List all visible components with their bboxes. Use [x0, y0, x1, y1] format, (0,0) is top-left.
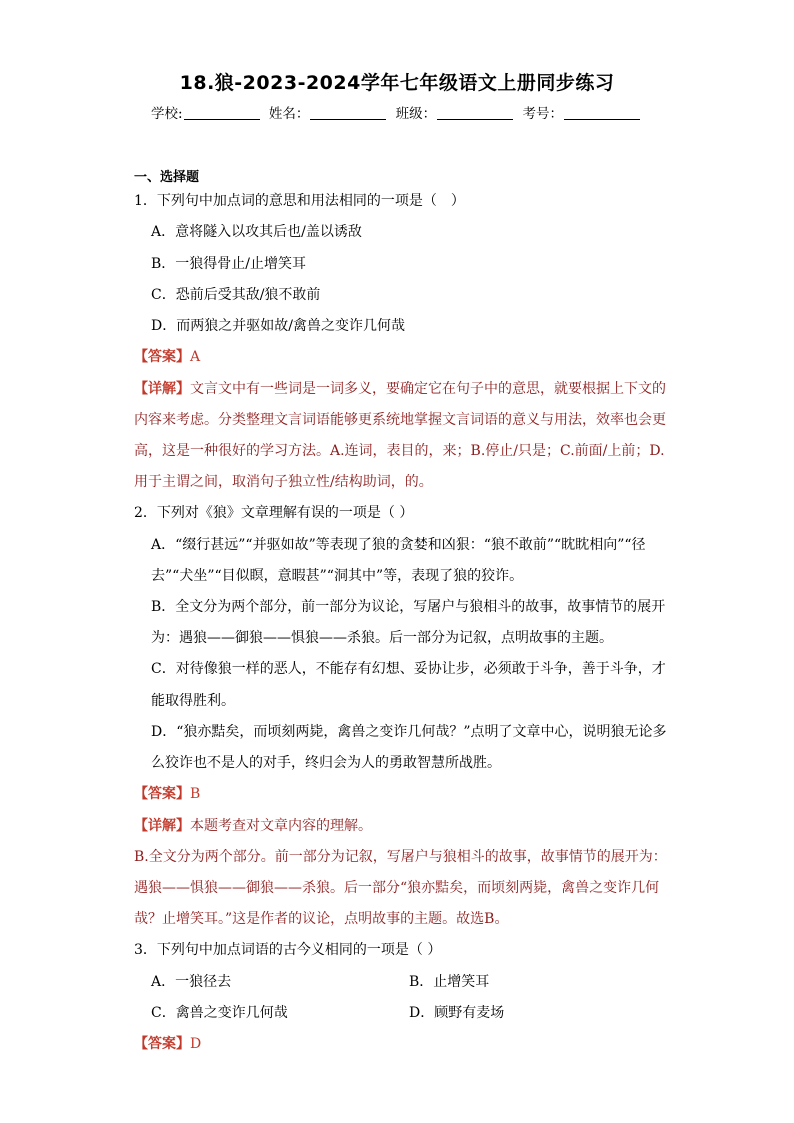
q1-option-a: A．意将隧入以攻其后也/盖以诱敌: [151, 224, 362, 240]
class-blank[interactable]: [437, 105, 513, 120]
q2-detail-line: 遇狼——惧狼——御狼——杀狼。后一部分“狼亦黠矣，而顷刻两毙，禽兽之变诈几何: [134, 880, 660, 896]
answer-tag: 【答案】: [134, 786, 190, 802]
q2-option-d-cont: 么狡诈也不是人的对手，终归会为人的勇敢智慧所战胜。: [151, 755, 501, 771]
q1-option-c: C．恐前后受其敌/狼不敢前: [151, 287, 321, 303]
q2-detail-line: 哉？止增笑耳。”这是作者的议论，点明故事的主题。故选B。: [134, 911, 509, 927]
q3-answer: [134, 1034, 201, 1054]
q3-option-a: A．一狼径去: [151, 974, 232, 990]
detail-text: 文言文中有一些词是一词多义，要确定它在句子中的意思，就要根据上下文的: [190, 381, 666, 397]
answer-value: D: [190, 1036, 202, 1052]
exam-no-blank[interactable]: [564, 105, 640, 120]
detail-tag: 【详解】: [134, 381, 190, 397]
q1-detail-line: 内容来考虑。分类整理文言词语能够更系统地掌握文言词语的意义与用法，效率也会更: [134, 412, 666, 428]
q2-detail-line: B.全文分为两个部分。前一部分为记叙，写屠户与狼相斗的故事，故事情节的展开为：: [134, 849, 667, 865]
q1-option-b: B．一狼得骨止/止增笑耳: [151, 256, 307, 272]
q3-option-b: B．止增笑耳: [409, 974, 490, 990]
q2-option-a-cont: 去”“犬坐”“目似瞑，意暇甚”“洞其中”等，表现了狼的狡诈。: [151, 568, 524, 584]
q3-option-c: C．禽兽之变诈几何哉: [151, 1005, 288, 1021]
q2-option-b: B．全文分为两个部分，前一部分为议论，写屠户与狼相斗的故事，故事情节的展开: [151, 599, 666, 615]
q1-detail-line: 用于主谓之间，取消句子独立性/结构助词，的。: [134, 474, 433, 490]
q2-option-b-cont: 为：遇狼——御狼——惧狼——杀狼。后一部分为记叙，点明故事的主题。: [151, 630, 613, 646]
q2-stem: 2．下列对《狼》文章理解有误的一项是（ ）: [134, 505, 414, 521]
answer-value: A: [190, 349, 201, 365]
q1-option-d: D．而两狼之并驱如故/禽兽之变诈几何哉: [151, 318, 405, 334]
name-label: 姓名：: [268, 106, 310, 122]
q1-answer: [134, 347, 200, 367]
student-info-row: [0, 102, 794, 122]
q3-stem: 3．下列句中加点词语的古今义相同的一项是（ ）: [134, 942, 442, 958]
q2-option-a: A．“缀行甚远”“并驱如故”等表现了狼的贪婪和凶狠：“狼不敢前”“眈眈相向”“径: [151, 537, 646, 553]
q1-detail-line: 高，这是一种很好的学习方法。A.连词，表目的，来；B.停止/只是；C.前面/上前；D.: [134, 443, 665, 459]
name-blank[interactable]: [310, 105, 386, 120]
q1-stem: 1．下列句中加点词的意思和用法相同的一项是（ ）: [134, 193, 465, 209]
answer-tag: 【答案】: [134, 1036, 190, 1052]
exam-no-label: 考号：: [522, 106, 563, 122]
school-label: 学校:: [151, 106, 183, 122]
answer-tag: 【答案】: [134, 349, 190, 365]
q1-detail-line: [134, 379, 666, 399]
q2-option-d: D．“狼亦黠矣，而顷刻两毙，禽兽之变诈几何哉？”点明了文章中心，说明狼无论多: [151, 724, 667, 740]
class-label: 班级：: [395, 106, 437, 122]
q2-answer: [134, 784, 200, 804]
q2-detail-line: [134, 816, 372, 836]
document-title: 18.狼-2023-2024学年七年级语文上册同步练习: [179, 72, 615, 94]
q2-option-c-cont: 能取得胜利。: [151, 693, 235, 709]
answer-value: B: [190, 786, 201, 802]
detail-text: 本题考查对文章内容的理解。: [190, 818, 372, 834]
section-heading: 一、选择题: [134, 170, 200, 185]
school-blank[interactable]: [184, 105, 260, 120]
q3-option-d: D．顾野有麦场: [409, 1005, 505, 1021]
detail-tag: 【详解】: [134, 818, 190, 834]
q2-option-c: C．对待像狼一样的恶人，不能存有幻想、妥协让步，必须敢于斗争，善于斗争，才: [151, 661, 666, 677]
